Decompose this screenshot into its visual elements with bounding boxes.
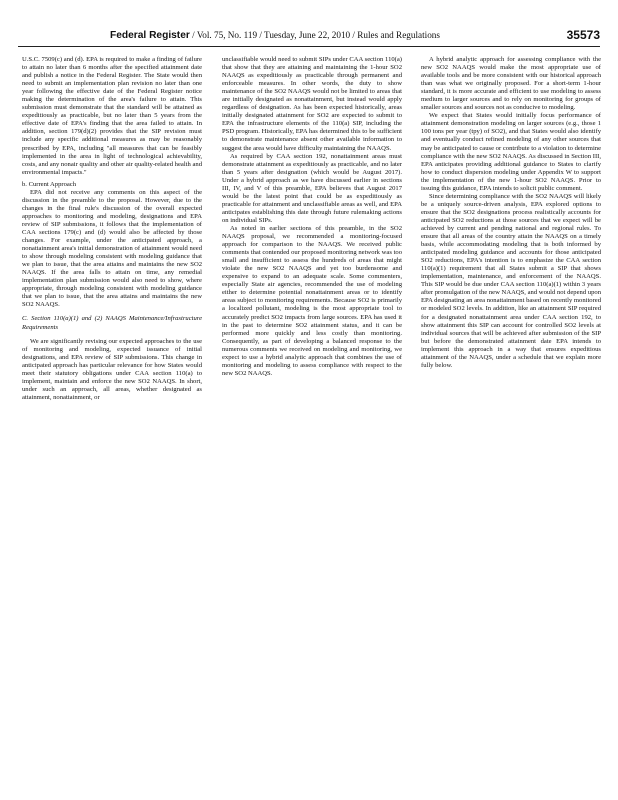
paragraph: Since determining compliance with the SO2 NAAQS will likely be a uniquely source-driven analysis, EPA explored options to ensure that the SO2 designations process realistically accounts for anticipated SO2 reductions at those sources that we expect will be achieved by current and pending national and regional rules. To ensure that all areas of the country attain the NAAQS on a timely basis, while accommodating modeling that is both informed by anticipated modeling guidance and accounts for those anticipated SO2 reductions, EPA's intention is to emphasize the CAA section 110(a)(1) requirement that all States submit a SIP that shows implementation, maintenance, and enforcement of the NAAQS. This SIP would be due under CAA section 110(a)(1) within 3 years after promulgation of the new NAAQS, and would not depend upon EPA designating an area nonattainment based on recently monitored or modeled SO2 levels. In addition, like an attainment SIP required for a designated nonattainment area under CAA section 192, to show attainment this SIP can account for controlled SO2 levels at individual sources that will be achieved after submission of the SIP but before the demonstrated attainment date EPA intends to implement this approach in a way that ensures expeditious attainment of the NAAQS, under a schedule that we explain more fully below. xyxy=(421,192,601,369)
column-2 xyxy=(222,56,402,378)
column-1 xyxy=(22,56,202,402)
paragraph: We expect that States would initially focus performance of attainment demonstration modeling on larger sources (e.g., those 1 100 tons per year (tpy) of SO2), and that States would also identify and eventually conduct refined modeling of any other sources that may be anticipated to cause or contribute to a violation to determine compliance with the new SO2 NAAQS. As discussed in Section III, EPA anticipates providing additional guidance to States to clarify how to conduct dispersion modeling under Appendix W to support the implementation of the new 1-hour SO2 NAAQS. Prior to issuing this guidance, EPA intends to solicit public comment. xyxy=(421,112,601,192)
paragraph: As noted in earlier sections of this preamble, in the SO2 NAAQS proposal, we recommended a monitoring-focused approach for comparison to the NAAQS. We received public comments that contended our proposed monitoring network was too small and insufficient to assess the hundreds of areas that might violate the new SO2 NAAQS and yet too burdensome and expensive to expand to an adequate scale. Some commenters, especially State air agencies, recommended the use of modeling either to determine potential nonattainment areas or to identify areas subject to monitoring requirements. Because SO2 is primarily a localized pollutant, modeling is the most appropriate tool to accurately predict SO2 impacts from large sources. EPA has used it in the past to determine SO2 attainment status, and it can be performed more quickly and less costly than monitoring. Consequently, as part of developing a balanced response to the numerous comments we received on modeling and monitoring, we expect to use a hybrid analytic approach that combines the use of monitoring and modeling to assess compliance with respect to the new SO2 NAAQS. xyxy=(222,224,402,377)
section-heading: b. Current Approach xyxy=(22,180,77,188)
paragraph: A hybrid analytic approach for assessing compliance with the new SO2 NAAQS would make the most appropriate use of available tools and be more consistent with our historical approach than was what we originally proposed. For a short-term 1-hour standard, it is more accurate and efficient to use modeling to assess medium to larger sources and to rely on monitoring for groups of smaller sources and sources not as conducive to modeling. xyxy=(421,56,601,112)
paragraph: As required by CAA section 192, nonattainment areas must demonstrate attainment as expeditiously as practicable, and no later than 5 years after designation (which would be August 2017). Under a hybrid approach as we have discussed earlier in sections III, IV, and V of this preamble, EPA believes that August 2017 would be the latest point that could be as expeditiously as practicable for attainment and unclassifiable areas as well, and EPA anticipates establishing this date through future rulemaking actions on individual SIPs. xyxy=(222,152,402,224)
header-rule xyxy=(18,46,600,47)
section-subheading: C. Section 110(a)(1) and (2) NAAQS Maintenance/Infrastructure Requirements xyxy=(22,315,202,331)
paragraph: EPA did not receive any comments on this aspect of the discussion in the preamble to the proposal. However, due to the changes in the final rule's discussion of the overall expected approaches to monitoring and modeling, designations and EPA review of SIP submissions, it follows that the implementation of CAA sections 179(c) and (d) would also be affected by those changes. For example, under the anticipated approach, a nonattainment area's initial demonstration of attainment would need to show through modeling consistent with modeling guidance that we plan to issue, that the area attains and maintains the new SO2 NAAQS. If the area falls to attain on time, any remedial implementation plan submission would also need to show, where appropriate, through modeling consistent with modeling guidance that we plan to issue, that the area attains and maintains the new SO2 NAAQS. xyxy=(22,188,202,309)
page-number: 35573 xyxy=(566,28,600,42)
header-citation xyxy=(110,30,440,41)
page-header xyxy=(18,27,600,43)
paragraph: unclassifiable would need to submit SIPs under CAA section 110(a) that show that they are attaining and maintaining the 1-hour SO2 NAAQS as expeditiously as practicable through permanent and enforceable measures. In other words, the duty to show maintenance of the SO2 NAAQS would not be limited to areas that are initially designated as nonattainment, but instead would apply regardless of designation. As has been expected historically, areas initially designated attainment for SO2 are expected to submit to EPA the infrastructure elements of the 110(a) SIP, including the PSD program. Historically, EPA has determined this to be sufficient to demonstrate maintenance absent other available information to suggest the area would have difficulty maintaining the NAAQS. xyxy=(222,56,402,152)
publication-name: Federal Register xyxy=(110,30,190,41)
issue-info: / Vol. 75, No. 119 / Tuesday, June 22, 2010 / Rules and Regulations xyxy=(192,30,440,40)
paragraph: We are significantly revising our expected approaches to the use of monitoring and modeling, expected issuance of initial designations, and EPA review of SIP submissions. This change in anticipated approach has particular relevance for how States would meet their statutory obligations under CAA section 110(a) to implement, maintain and enforce the new SO2 NAAQS. In short, under such an approach, all areas, whether designated as attainment, nonattainment, or xyxy=(22,337,202,401)
paragraph: U.S.C. 7509(c) and (d). EPA is required to make a finding of failure to attain no later than 6 months after the specified attainment date and publish a notice in the Federal Register. The State would then need to submit an implementation plan revision no later than one year following the effective date of the Federal Register notice making the determination of the area's failure to attain. This submission must demonstrate that the standard will be attained as expeditiously as practicable, but no later than 5 years from the effective date of EPA's finding that the area failed to attain. In addition, section 179(d)(2) provides that the SIP revision must include any specific additional measures as may be reasonably prescribed by EPA, including "all measures that can be feasibly implemented in the area in light of technological achievability, costs, and any nonair quality and other air quality-related health and environmental impacts." xyxy=(22,56,202,176)
column-3 xyxy=(421,56,601,370)
